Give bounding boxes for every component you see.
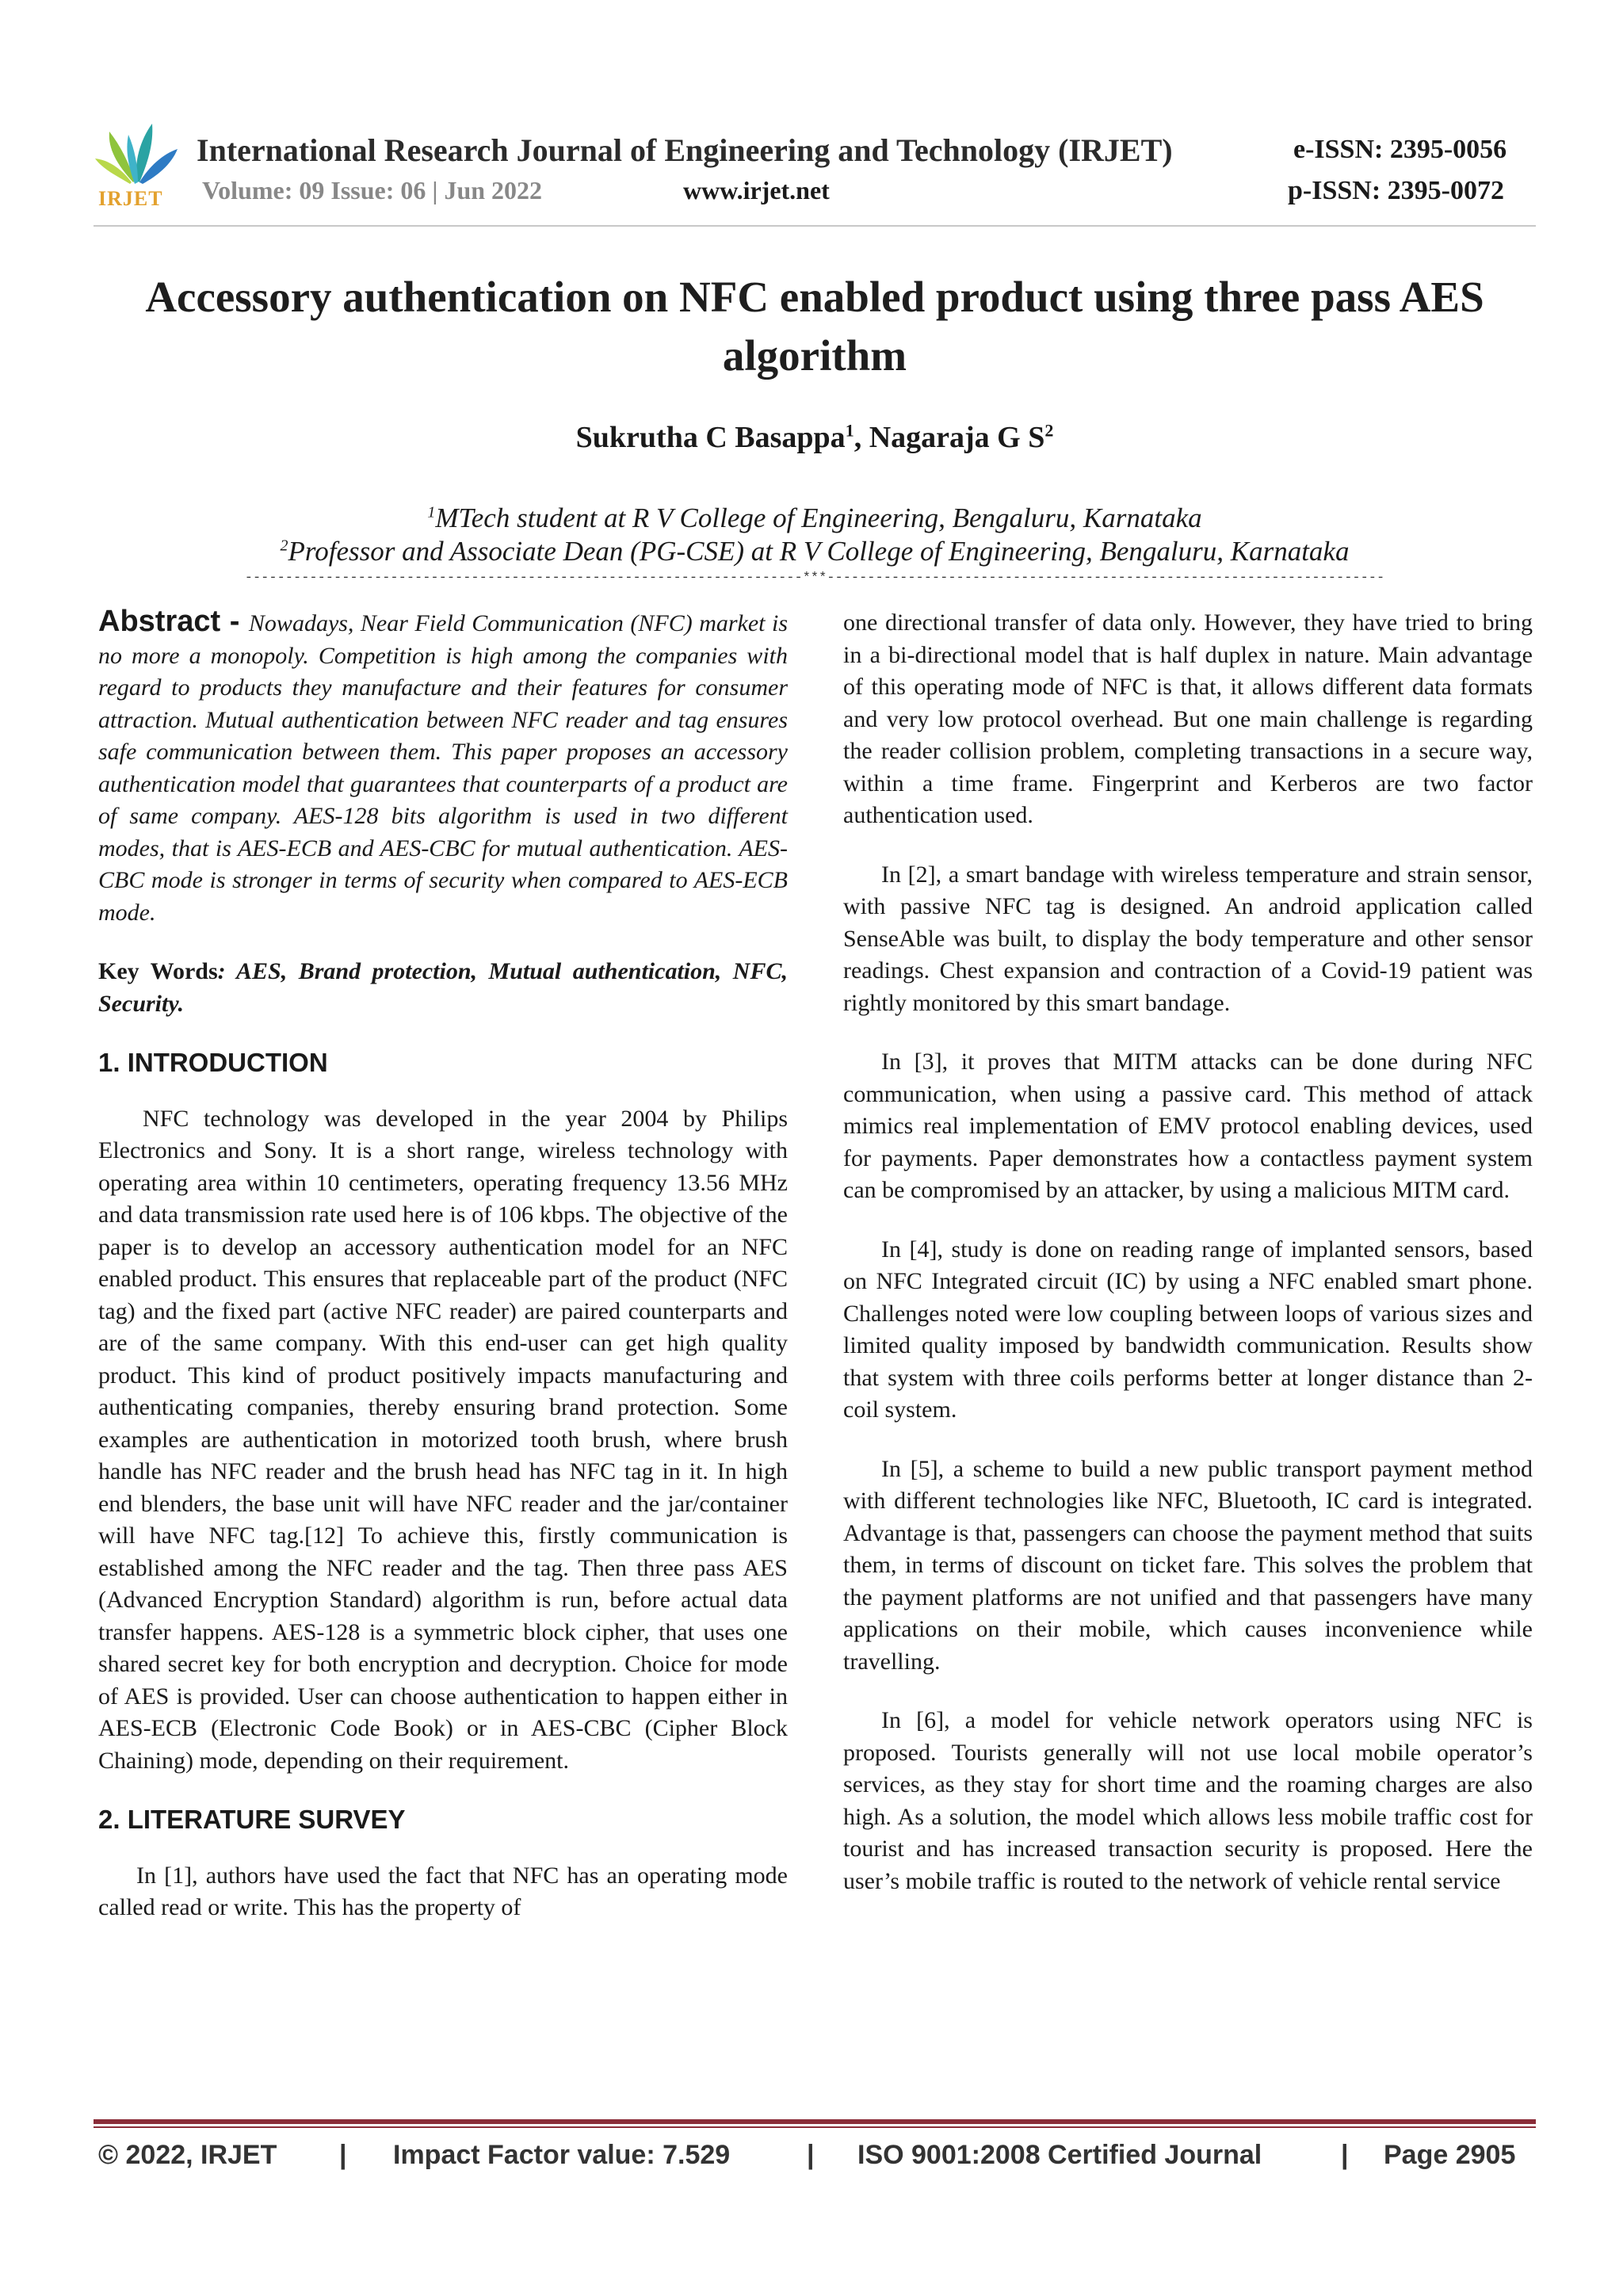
journal-title: International Research Journal of Engineering and Technology (IRJET)	[197, 132, 1173, 168]
paragraph-3: In [3], it proves that MITM attacks can be done during NFC communication, when using a passive card. This method of attack mimics real implementation of EMV protocol enabling devices, used for payments. Paper demonstrates how a contactless payment system can be compromised by an attacker, by using a malicious MITM card.	[843, 1049, 1533, 1203]
paragraph-6: In [6], a model for vehicle network operators using NFC is proposed. Tourists generally will not use local mobile operator’s services, as they stay for short time and the roaming charges are also high. As a solution, the model which allows less mobile traffic cost for tourist and has increased transaction security is proposed. Here the user’s mobile traffic is routed to the network of vehicle rental service	[843, 1707, 1533, 1894]
paragraph-1: one directional transfer of data only. However, they have tried to bring in a bi-directional model that is half duplex in nature. Main advantage of this operating mode of NFC is that, it allows different data formats and very low protocol overhead. But one main challenge is regarding the reader collision problem, completing transactions in a secure way, within a time frame. Fingerprint and Kerberos are two factor authentication used.	[843, 609, 1533, 828]
affiliation-1	[94, 502, 1536, 534]
paper-title-line2: algorithm	[722, 331, 907, 380]
footer-iso: ISO 9001:2008 Certified Journal	[857, 2140, 1262, 2170]
abstract-label: Abstract -	[98, 605, 249, 638]
footer-page-number: Page 2905	[1384, 2140, 1516, 2170]
abstract	[98, 606, 788, 929]
affiliation-1-mark: 1	[427, 503, 436, 521]
paragraph-4: In [4], study is done on reading range of implanted sensors, based on NFC Integrated circuit (IC) by using a NFC enabled smart phone. Challenges noted were low coupling between loops of various sizes and limited quality imposed by bandwidth communication. Results show that system with three coils performs better at longer distance than 2-coil system.	[843, 1236, 1533, 1423]
affiliation-2-mark: 2	[280, 537, 288, 555]
authors	[94, 420, 1536, 455]
footer-separator: |	[1341, 2140, 1349, 2170]
footer-separator: |	[807, 2140, 815, 2170]
literature-survey-text: In [1], authors have used the fact that NFC has an operating mode called read or write. This has the property of	[98, 1862, 788, 1920]
abstract-text: Nowadays, Near Field Communication (NFC) market is no more a monopoly. Competition is high among the companies with regard to products they manufacture and their features for consumer attraction. Mutual authentication between NFC reader and tag ensures safe communication between them. This paper proposes an accessory authentication model that guarantees that counterparts of a product are of same company. AES-128 bits algorithm is used in two different modes, that is AES-ECB and AES-CBC for mutual authentication. AES-CBC mode is stronger in terms of security when compared to AES-ECB mode.	[98, 610, 789, 926]
logo-text: IRJET	[98, 187, 163, 210]
footer-copyright: © 2022, IRJET	[98, 2140, 277, 2170]
introduction-text: NFC technology was developed in the year 2004 by Philips Electronics and Sony. It is a short range, wireless technology with operating area within 10 centimeters, operating frequency 13.56 MHz and data transmission rate used here is of 106 kbps. The objective of the paper is to develop an accessory authentication model for an NFC enabled product. This ensures that replaceable part of the product (NFC tag) and the fixed part (active NFC reader) are paired counterparts and are of the same company. With this end-user can get high quality product. This kind of product positively impacts manufacturing and authenticating companies, thereby ensuring brand protection. Some examples are authentication in motorized tooth brush, where brush handle has NFC reader and the brush head has NFC tag in it. In high end blenders, the base unit will have NFC reader and the jar/container will have NFC tag.[12] To achieve this, firstly communication is established among the NFC reader and the tag. Then three pass AES (Advanced Encryption Standard) algorithm is run, before actual data transfer happens. AES-128 is a symmetric block cipher, that uses one shared secret key for both encryption and decryption. Choice for mode of AES is provided. User can choose authentication to happen either in AES-ECB (Electronic Code Book) or in AES-CBC (Cipher Block Chaining) mode, depending on their requirement.	[98, 1105, 788, 1774]
footer-rule-thick	[94, 2119, 1536, 2124]
author-1: Sukrutha C Basappa	[575, 421, 846, 454]
paper-title	[94, 268, 1536, 385]
paper-title-line1: Accessory authentication on NFC enabled product using three pass AES	[145, 273, 1484, 321]
keywords-label: Key Words	[98, 958, 218, 984]
header-divider	[94, 225, 1536, 227]
author-1-mark: 1	[845, 420, 854, 441]
author-2: Nagaraja G S	[869, 421, 1045, 454]
keywords	[98, 956, 788, 1020]
footer-impact-factor: Impact Factor value: 7.529	[393, 2140, 731, 2170]
author-separator: ,	[854, 421, 869, 454]
keywords-text: : AES, Brand protection, Mutual authentication, NFC, Security.	[98, 958, 788, 1017]
literature-survey-heading: 2. LITERATURE SURVEY	[98, 1805, 406, 1834]
right-column	[843, 607, 1533, 1897]
volume-issue: Volume: 09 Issue: 06 | Jun 2022	[202, 176, 543, 204]
pissn: p-ISSN: 2395-0072	[1288, 176, 1504, 205]
irjet-logo	[94, 117, 181, 212]
paragraph-2: In [2], a smart bandage with wireless temperature and strain sensor, with passive NFC tag is designed. An android application called SenseAble was built, to display the body temperature and other sensor readings. Chest expansion and contraction of a Covid-19 patient was rightly monitored by this smart bandage.	[843, 861, 1533, 1016]
affiliation-2-text: Professor and Associate Dean (PG-CSE) at R V College of Engineering, Bengaluru, Karnataka	[288, 536, 1350, 567]
section-separator: ---------------------------------------------------------------------***---------------------------------------------------------------------	[244, 571, 1385, 586]
affiliation-1-text: MTech student at R V College of Engineering, Bengaluru, Karnataka	[435, 502, 1202, 533]
journal-website-link[interactable]: www.irjet.net	[683, 176, 830, 204]
eissn: e-ISSN: 2395-0056	[1293, 135, 1507, 164]
introduction-heading: 1. INTRODUCTION	[98, 1048, 328, 1077]
author-2-mark: 2	[1044, 420, 1054, 441]
affiliation-2	[94, 536, 1536, 567]
paragraph-5: In [5], a scheme to build a new public transport payment method with different technologies like NFC, Bluetooth, IC card is integrated. Advantage is that, passengers can choose the payment method that suits them, in terms of discount on ticket fare. This solves the problem that the payment platforms are not unified and that passengers have many applications on their mobile, which causes inconvenience while travelling.	[843, 1455, 1533, 1675]
footer-separator: |	[339, 2140, 347, 2170]
footer-rule-thin	[94, 2126, 1536, 2128]
left-column	[98, 606, 788, 1924]
